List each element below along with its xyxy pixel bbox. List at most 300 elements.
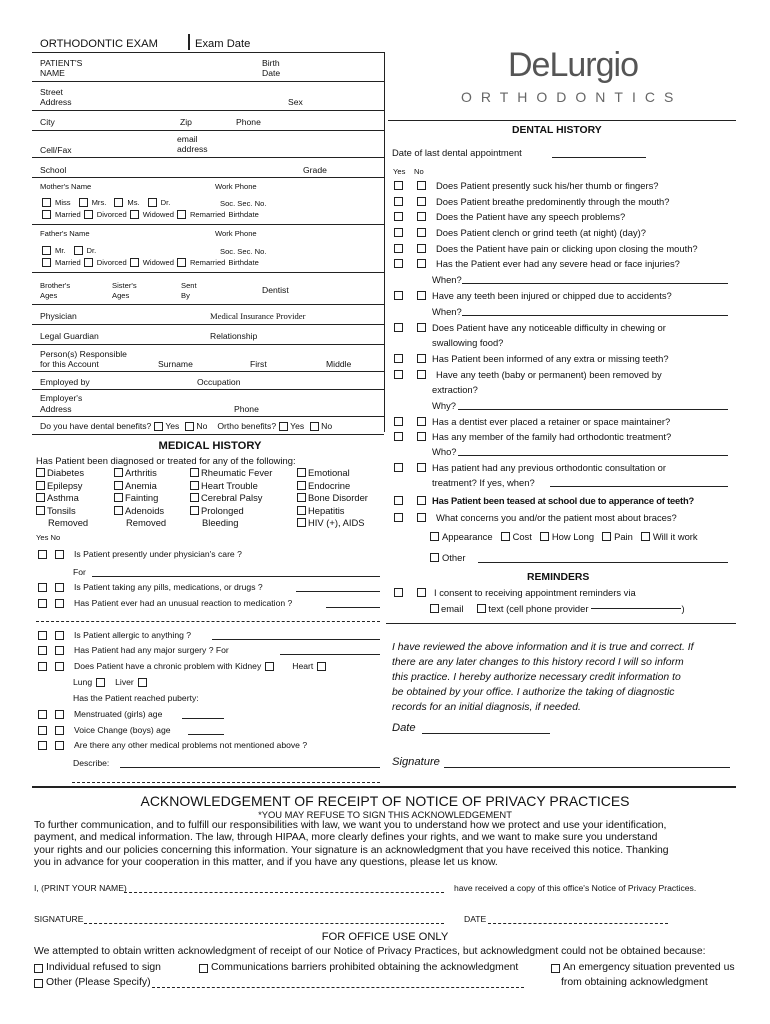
heart-checkbox[interactable] [317,662,326,671]
checkbox[interactable] [190,506,199,515]
question-text: Has any member of the family had orthodontic treatment? [432,431,672,442]
no-checkbox[interactable] [417,212,426,221]
dental-q5 [394,243,698,254]
checkbox[interactable] [177,210,186,219]
checkbox[interactable] [114,506,123,515]
divider [188,34,190,50]
yes-checkbox[interactable] [38,631,47,640]
checkbox[interactable] [297,468,306,477]
father-work-label: Work Phone [215,229,257,238]
yes-checkbox[interactable] [394,291,403,300]
question-text-cont: extraction? [432,384,478,395]
question-text: Does the Patient have pain or clicking upon closing the mouth? [436,243,698,254]
text-label: text (cell phone provider [488,603,589,614]
condition-label: HIV (+), AIDS [308,517,365,529]
condition-label: Rheumatic Fever [201,467,273,478]
no-label: No [321,421,333,431]
field-line[interactable] [32,324,384,325]
question-text: Does Patient have any noticeable difficulty in chewing or [432,322,666,333]
logo-sub: ORTHODONTICS [461,89,683,105]
checkbox[interactable] [84,258,93,267]
text-checkbox[interactable] [477,604,486,613]
checkbox[interactable] [42,210,51,219]
cell-label: Cell/Fax [40,145,72,155]
yes-checkbox[interactable] [38,710,47,719]
statement-line: this practice. I hereby authorize necessary credit information to [392,672,681,683]
checkbox[interactable] [185,422,194,431]
checkbox[interactable] [36,468,45,477]
question-text: Has a dentist ever placed a retainer or space maintainer? [432,416,671,427]
ortho-label: Ortho benefits? [217,421,277,431]
concern-options [430,531,698,542]
ack-subtitle: *YOU MAY REFUSE TO SIGN THIS ACKNOWLEDGEMENT [258,809,512,820]
checkbox[interactable] [114,493,123,502]
rule [388,120,736,121]
no-checkbox[interactable] [417,228,426,237]
no-checkbox[interactable] [55,646,64,655]
ack-signature-label: SIGNATURE [34,914,84,924]
signature-field[interactable] [444,767,730,768]
phone-label: Phone [236,117,261,127]
soc-sec-label: Soc. Sec. No. [220,247,267,256]
dental-no-label: No [414,167,424,176]
yes-label: Yes [290,421,305,431]
checkbox[interactable] [34,964,43,973]
condition-label: Removed [126,517,167,529]
describe-label: Describe: [73,758,110,768]
no-checkbox[interactable] [55,710,64,719]
medical-col-3 [190,467,272,530]
left-block-border [384,52,385,432]
answer-line[interactable] [280,654,380,655]
father-title-options [42,246,96,255]
statement-line: there are any later changes to this history record I will so inform [392,657,684,668]
medical-q4 [38,630,191,640]
medical-title: MEDICAL HISTORY [158,440,262,452]
condition-label: Emotional [308,467,350,478]
yes-checkbox[interactable] [394,496,403,505]
ack-title: ACKNOWLEDGEMENT OF RECEIPT OF NOTICE OF PRIVACY PRACTICES [140,793,630,809]
checkbox[interactable] [310,422,319,431]
condition-label: Bone Disorder [308,492,368,504]
checkbox[interactable] [154,422,163,431]
yes-checkbox[interactable] [38,599,47,608]
field-line[interactable] [32,304,384,305]
consent-text: I consent to receiving appointment reminders via [434,587,636,598]
no-checkbox[interactable] [417,197,426,206]
puberty-label: Has the Patient reached puberty: [73,693,199,703]
remarried-label: Remarried [189,258,226,267]
lung-label: Lung [73,677,93,687]
patient-name-l1: PATIENT'S [40,58,83,68]
no-checkbox[interactable] [417,513,426,522]
question-text: Does Patient breathe predominently through the mouth? [436,196,670,207]
answer-line[interactable] [326,607,380,608]
liver-checkbox[interactable] [138,678,147,687]
question-text-cont: swallowing food? [432,337,504,348]
date-label: Date [392,722,416,734]
yes-checkbox[interactable] [394,228,403,237]
question-text: Does Patient presently suck his/her thumb or fingers? [436,180,659,191]
dental-q4 [394,227,646,238]
other-option [430,552,465,563]
exam-title: ORTHODONTIC EXAM [40,38,158,50]
no-checkbox[interactable] [417,354,426,363]
mother-work-label: Work Phone [215,182,257,191]
no-checkbox[interactable] [417,291,426,300]
rule [386,623,736,624]
yes-checkbox[interactable] [394,588,403,597]
street-l2: Address [40,97,72,107]
no-checkbox[interactable] [417,244,426,253]
dental-q3 [394,211,625,222]
yes-checkbox[interactable] [394,417,403,426]
option-label: An emergency situation prevented us [563,962,735,973]
condition-label: Heart Trouble [201,479,258,491]
married-label: Married [55,258,81,267]
yes-checkbox[interactable] [394,432,403,441]
checkbox[interactable] [430,532,439,541]
office-option-3-cont: from obtaining acknowledgment [561,977,708,988]
date-field[interactable] [422,733,550,734]
answer-line[interactable] [458,409,728,410]
yes-checkbox[interactable] [394,354,403,363]
patient-name-l2: NAME [40,68,65,78]
medical-q1 [38,549,242,559]
print-name-field[interactable] [124,892,444,893]
widowed-label: Widowed [142,258,174,267]
first-label: First [250,359,267,369]
ack-paragraph [34,820,669,869]
yes-checkbox[interactable] [38,726,47,735]
yes-checkbox[interactable] [38,646,47,655]
yes-checkbox[interactable] [394,513,403,522]
yes-checkbox[interactable] [394,212,403,221]
dental-q2 [394,196,669,207]
field-line[interactable] [32,110,384,111]
yes-checkbox[interactable] [38,741,47,750]
dental-q13 [394,462,666,473]
relationship-label: Relationship [210,331,258,341]
no-checkbox[interactable] [55,726,64,735]
rule [32,434,384,435]
field-line[interactable] [32,81,384,82]
no-checkbox[interactable] [417,588,426,597]
yes-checkbox[interactable] [394,244,403,253]
office-option-4 [34,977,151,989]
dr-label: Dr. [160,198,171,207]
occupation-label: Occupation [197,377,241,387]
condition-label: Fainting [125,492,159,504]
answer-line[interactable] [72,782,380,783]
sent-l1: Sent [181,281,197,290]
checkbox[interactable] [551,964,560,973]
dental-q15 [394,512,677,523]
no-checkbox[interactable] [55,599,64,608]
dental-yes-label: Yes [393,167,406,176]
no-checkbox[interactable] [417,259,426,268]
exam-date-label: Exam Date [195,38,251,50]
paragraph-line: To further communication, and to fulfill our responsibilities with law, we want you to understand how we protect and use your identification, [34,820,667,831]
medical-q5 [38,645,229,655]
who-label: Who? [432,446,457,457]
dental-q9 [394,353,669,364]
email-l1: email [177,134,198,144]
email-checkbox[interactable] [430,604,439,613]
no-checkbox[interactable] [55,550,64,559]
no-checkbox[interactable] [55,662,64,671]
checkbox[interactable] [36,493,45,502]
checkbox[interactable] [130,258,139,267]
answer-line[interactable] [92,576,380,577]
question-text: Does Patient have a chronic problem with Kidney [74,661,262,671]
physician-label: Physician [40,311,77,321]
insurance-label: Medical Insurance Provider [210,311,306,321]
ack-date-field[interactable] [488,923,668,924]
answer-line[interactable] [550,486,728,487]
checkbox[interactable] [641,532,650,541]
question-text: Have any teeth (baby or permanent) been removed by [436,369,662,380]
sent-l2: By [181,291,190,300]
answer-line[interactable] [462,315,728,316]
medical-intro: Has Patient been diagnosed or treated for any of the following: [36,455,296,466]
kidney-checkbox[interactable] [265,662,274,671]
yes-checkbox[interactable] [38,662,47,671]
rule [32,52,384,53]
condition-label: Epilepsy [47,479,83,491]
question-text: Are there any other medical problems not mentioned above ? [74,740,308,750]
checkbox[interactable] [297,493,306,502]
option-label: Appearance [442,531,493,542]
office-option-2 [199,962,518,974]
condition-label: Anemia [125,479,157,491]
employed-label: Employed by [40,377,90,387]
answer-line[interactable] [478,562,728,563]
married-label: Married [55,210,81,219]
field-line[interactable] [32,130,384,131]
field-line[interactable] [32,344,384,345]
yes-checkbox[interactable] [394,370,403,379]
question-text: Has Patient ever had an unusual reaction to medication ? [74,598,293,608]
checkbox[interactable] [279,422,288,431]
checkbox[interactable] [74,246,83,255]
checkbox[interactable] [36,506,45,515]
question-text: What concerns you and/or the patient most about braces? [436,512,677,523]
question-text: Is Patient allergic to anything ? [74,630,192,640]
question-text: Menstruated (girls) age [74,709,163,719]
checkbox[interactable] [36,481,45,490]
no-checkbox[interactable] [417,496,426,505]
ms-label: Ms. [127,198,140,207]
field-line[interactable] [32,371,384,372]
checkbox[interactable] [42,198,51,207]
phone2-label: Phone [234,404,259,414]
option-label: Cost [512,531,532,542]
print-name-label: I, (PRINT YOUR NAME) [34,883,127,893]
answer-line[interactable] [212,639,380,640]
dental-q12 [394,431,671,442]
father-label: Father's Name [40,229,90,238]
sisters-l1: Sister's [112,281,137,290]
yes-checkbox[interactable] [38,550,47,559]
statement-line: records for an initial diagnosis, if needed. [392,702,581,713]
dental-q6 [394,258,680,269]
field-line[interactable] [32,177,384,178]
checkbox[interactable] [114,198,123,207]
answer-line[interactable] [458,455,728,456]
city-label: City [40,117,55,127]
heart-label: Heart [292,661,314,671]
remarried-label: Remarried [189,210,226,219]
no-checkbox[interactable] [417,432,426,441]
miss-label: Miss [55,198,71,207]
liver-label: Liver [115,677,134,687]
paragraph-line: you in advance for your cooperation in this matter, and if you have any questions, please let us know. [34,856,498,868]
birth-l2: Date [262,68,281,78]
checkbox[interactable] [84,210,93,219]
mother-marital-options [42,210,259,219]
condition-label: Adenoids [125,504,165,516]
checkbox[interactable] [130,210,139,219]
medical-q3 [38,598,292,608]
condition-label: Asthma [47,492,79,504]
yes-checkbox[interactable] [394,323,403,332]
field-line[interactable] [32,157,384,158]
checkbox[interactable] [190,493,199,502]
employer-l2: Address [40,404,72,414]
checkbox[interactable] [42,246,51,255]
mother-title-options [42,198,170,207]
checkbox[interactable] [199,964,208,973]
lung-checkbox[interactable] [96,678,105,687]
ack-signature-field[interactable] [84,923,444,924]
divorced-label: Divorced [96,258,127,267]
checkbox[interactable] [190,481,199,490]
answer-line[interactable] [296,591,380,592]
option-label: Pain [614,531,633,542]
medical-q6 [38,661,326,671]
no-checkbox[interactable] [417,370,426,379]
checkbox[interactable] [190,468,199,477]
checkbox[interactable] [114,481,123,490]
question-text: Is Patient taking any pills, medications, or drugs ? [74,582,263,592]
yes-checkbox[interactable] [394,259,403,268]
email-l2: address [177,144,208,154]
benefits-label: Do you have dental benefits? [40,421,152,431]
yes-no-header: Yes No [36,533,61,542]
no-checkbox[interactable] [417,181,426,190]
answer-line[interactable] [188,734,224,735]
logo-name: DeLurgio [508,46,638,84]
condition-label: Arthritis [125,467,157,478]
yes-checkbox[interactable] [394,463,403,472]
question-text: Is Patient presently under physician's care ? [74,549,242,559]
question-text: Has Patient been teased at school due to apperance of teeth? [432,495,695,506]
medical-q9 [38,740,307,750]
sex-label: Sex [288,97,303,107]
birthdate-label: Birthdate [228,210,259,219]
answer-line[interactable] [462,283,728,284]
checkbox[interactable] [177,258,186,267]
when-label: When? [432,274,462,285]
field-line[interactable] [32,389,384,390]
dental-q1 [394,180,659,191]
no-checkbox[interactable] [55,583,64,592]
no-checkbox[interactable] [55,631,64,640]
checkbox[interactable] [602,532,611,541]
ack-date-label: DATE [464,914,487,924]
paragraph-line: your rights and our policies concerning this information. Your signature is an acknowledgment that you have received this notice. Thanking [34,844,669,856]
yes-checkbox[interactable] [394,181,403,190]
checkbox[interactable] [148,198,157,207]
condition-label: Cerebral Palsy [201,492,263,504]
benefits-row [40,421,332,431]
answer-line[interactable] [120,767,380,768]
employer-l1: Employer's [40,393,83,403]
field-line[interactable] [32,272,384,273]
no-checkbox[interactable] [417,463,426,472]
checkbox[interactable] [79,198,88,207]
field-line[interactable] [32,224,384,225]
yes-checkbox[interactable] [394,197,403,206]
surname-label: Surname [158,359,193,369]
medical-col-2 [114,467,166,530]
no-checkbox[interactable] [417,323,426,332]
section-divider [32,786,736,788]
birth-l1: Birth [262,58,280,68]
reminders-title: REMINDERS [527,572,590,583]
mrs-label: Mrs. [91,198,107,207]
lung-liver-row [73,677,147,687]
answer-line[interactable] [182,718,224,719]
checkbox[interactable] [430,553,439,562]
checkbox[interactable] [540,532,549,541]
checkbox[interactable] [297,481,306,490]
medical-col-4 [297,467,368,530]
checkbox[interactable] [297,518,306,527]
brothers-l1: Brother's [40,281,71,290]
question-text-cont: treatment? If yes, when? [432,477,535,488]
checkbox[interactable] [501,532,510,541]
dental-q14 [394,495,694,506]
street-l1: Street [40,87,63,97]
checkbox[interactable] [42,258,51,267]
no-checkbox[interactable] [55,741,64,750]
question-text: Does Patient clench or grind teeth (at night) (day)? [436,227,647,238]
answer-line[interactable] [552,157,646,158]
field-line[interactable] [32,416,384,417]
question-text: Does the Patient have any speech problems? [436,211,626,222]
office-option-1 [34,962,161,974]
provider-field[interactable] [591,608,681,609]
signature-label: Signature [392,756,440,768]
office-title: FOR OFFICE USE ONLY [321,931,449,943]
checkbox[interactable] [297,506,306,515]
no-checkbox[interactable] [417,417,426,426]
other-specify-field[interactable] [152,987,524,988]
medical-q7 [38,709,162,719]
question-text: Has Patient been informed of any extra or missing teeth? [432,353,669,364]
yes-checkbox[interactable] [38,583,47,592]
checkbox[interactable] [34,979,43,988]
question-text: Have any teeth been injured or chipped due to accidents? [432,290,672,301]
dental-q7 [394,290,672,301]
checkbox[interactable] [114,468,123,477]
condition-label: Removed [48,517,89,529]
answer-line[interactable] [36,621,380,622]
paragraph-line: payment, and medical information. The law, through HIPAA, more clearly defines your rights, and we want to make sure you understand [34,832,658,844]
condition-label: Diabetes [47,467,85,478]
